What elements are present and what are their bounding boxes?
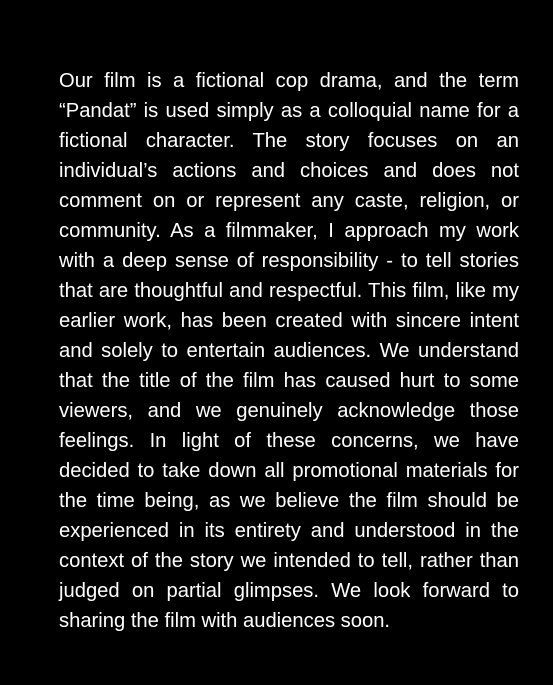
statement-text: Our film is a fictional cop drama, and the term “Pandat” is used simply as a colloquial name for a fictional character. The story focuses on an individual’s actions and choices and does not comment on or represent any caste, religion, or community. As a filmmaker, I approach my work with a deep sense of responsibility - to tell stories that are thoughtful and respectful. This film, like my earlier work, has been created with sincere intent and solely to entertain audiences. We understand that the title of the film has caused hurt to some viewers, and we genuinely acknowledge those feelings. In light of these concerns, we have decided to take down all promotional materials for the time being, as we believe the film should be experienced in its entirety and understood in the context of the story we intended to tell, rather than judged on partial glimpses. We look forward to sharing the film with audiences soon. [59, 70, 519, 632]
